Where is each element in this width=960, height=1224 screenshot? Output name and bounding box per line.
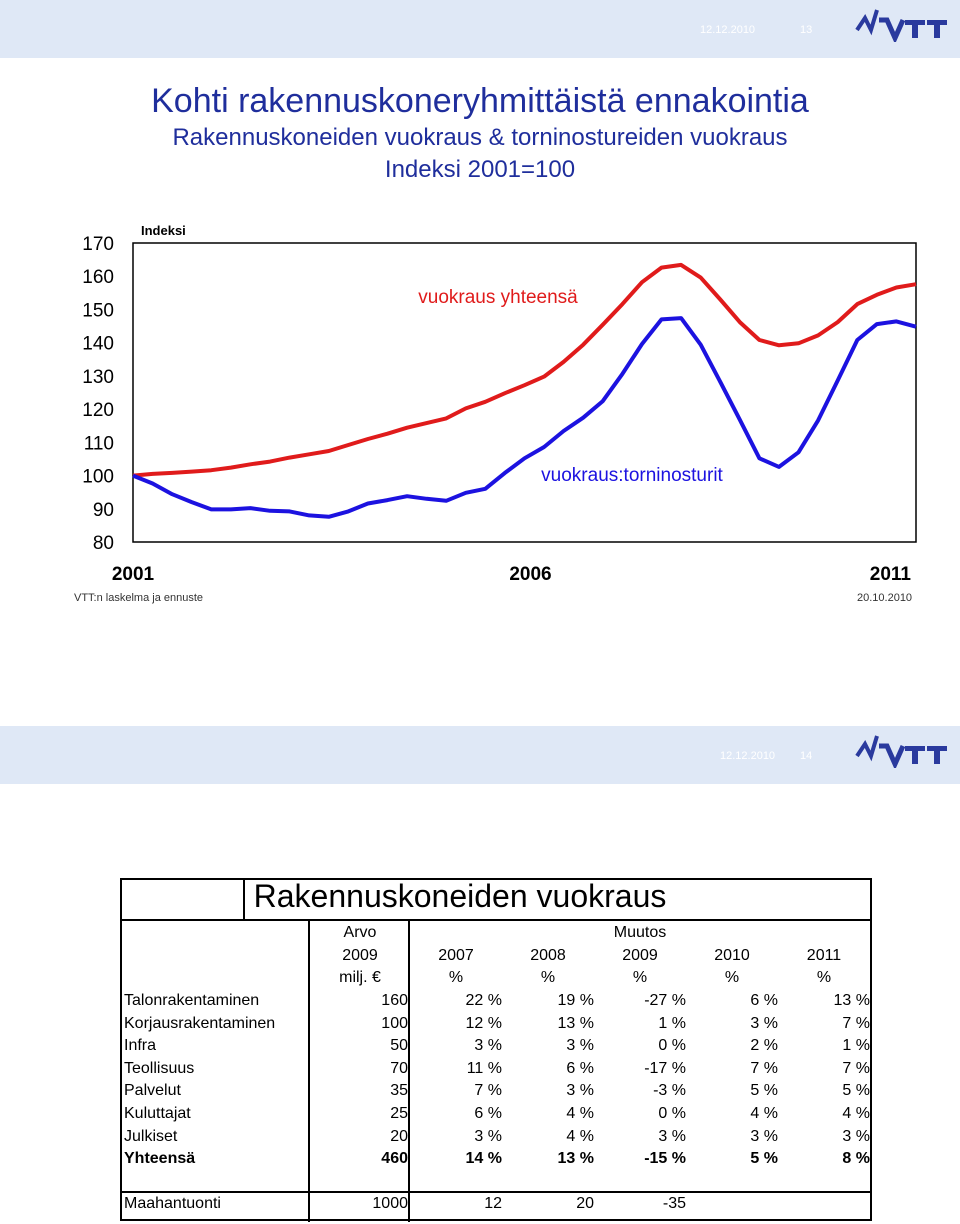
head-unit: % — [540, 969, 556, 987]
row-change — [686, 1193, 778, 1216]
head-unit: % — [448, 969, 464, 987]
slide2-date: 12.12.2010 — [720, 750, 776, 762]
row-label: Korjausrakentaminen — [124, 1014, 276, 1032]
row-change: 1 % — [842, 1037, 870, 1055]
row-change: 4 % — [842, 1105, 870, 1123]
row-change: 3 % — [566, 1082, 594, 1100]
table-row — [122, 1125, 870, 1148]
row-change — [778, 1193, 870, 1216]
table-row — [122, 1103, 870, 1126]
row-change: 14 % — [465, 1150, 502, 1168]
row-change: 7 % — [474, 1082, 502, 1100]
y-tick-label: 100 — [82, 466, 114, 488]
x-tick-label: 2011 — [869, 564, 911, 585]
row-value: 25 — [390, 1105, 408, 1123]
y-tick-label: 150 — [82, 300, 114, 322]
row-change: 4 % — [566, 1105, 594, 1123]
row-change: 13 % — [833, 992, 870, 1010]
table-row-import — [122, 1193, 870, 1216]
slide1-index-note: Indeksi 2001=100 — [384, 156, 576, 183]
row-label: Talonrakentaminen — [124, 992, 260, 1010]
row-change: 11 % — [466, 1059, 502, 1077]
head-year: 2009 — [622, 946, 658, 964]
row-change: 3 % — [566, 1037, 594, 1055]
series-label: vuokraus:torninosturit — [541, 465, 723, 486]
row-change: -3 % — [653, 1082, 686, 1100]
row-change: 5 % — [750, 1082, 778, 1100]
row-value: 20 — [390, 1127, 408, 1145]
row-change: 5 % — [842, 1082, 870, 1100]
rental-table — [122, 922, 870, 1215]
row-change: 6 % — [566, 1059, 594, 1077]
head-unit: % — [816, 969, 832, 987]
row-change: 5 % — [750, 1150, 778, 1168]
head-unit: % — [724, 969, 740, 987]
head-muutos: Muutos — [613, 924, 667, 942]
row-value: 160 — [381, 992, 408, 1010]
slide2-page-number: 14 — [800, 750, 813, 762]
row-change: -35 — [662, 1194, 686, 1212]
row-change: 0 % — [658, 1037, 686, 1055]
row-value: 35 — [390, 1082, 408, 1100]
row-change: 3 % — [658, 1127, 686, 1145]
table-title: Rakennuskoneiden vuokraus — [253, 878, 667, 914]
y-tick-label: 140 — [82, 333, 114, 355]
row-label: Julkiset — [124, 1127, 178, 1145]
row-label: Kuluttajat — [124, 1105, 191, 1123]
row-change: 13 % — [557, 1150, 594, 1168]
row-value: 50 — [390, 1037, 408, 1055]
row-label: Teollisuus — [124, 1059, 195, 1077]
head-year: 2009 — [342, 946, 378, 964]
table-row — [122, 990, 870, 1013]
y-axis-label: Indeksi — [141, 223, 186, 238]
row-change: 22 % — [465, 992, 502, 1010]
row-change: -17 % — [644, 1059, 686, 1077]
row-change: 20 — [576, 1194, 594, 1212]
row-change: 7 % — [750, 1059, 778, 1077]
row-label: Infra — [124, 1037, 157, 1055]
y-tick-label: 120 — [82, 400, 114, 422]
row-change: 19 % — [557, 992, 594, 1010]
row-change: 4 % — [750, 1105, 778, 1123]
row-change: 3 % — [474, 1127, 502, 1145]
row-change: 0 % — [658, 1105, 686, 1123]
x-tick-label: 2006 — [509, 564, 552, 585]
row-change: -15 % — [644, 1150, 686, 1168]
row-change: 2 % — [750, 1037, 778, 1055]
row-value: 100 — [381, 1014, 408, 1032]
y-tick-label: 160 — [82, 267, 114, 289]
head-unit: % — [632, 969, 648, 987]
row-change: 6 % — [750, 992, 778, 1010]
head-year: 2007 — [438, 946, 474, 964]
row-change: 12 % — [465, 1014, 502, 1032]
head-year: 2011 — [806, 946, 842, 964]
table-row — [122, 1058, 870, 1081]
slide1-title: Kohti rakennuskoneryhmittäistä ennakointia — [151, 82, 809, 120]
y-tick-label: 80 — [92, 533, 114, 554]
row-value: 460 — [381, 1150, 408, 1168]
row-change: 6 % — [474, 1105, 502, 1123]
row-value: 70 — [390, 1059, 408, 1077]
table-row — [122, 1080, 870, 1103]
head-arvo: Arvo — [343, 924, 377, 942]
row-change: 7 % — [842, 1059, 870, 1077]
y-tick-label: 170 — [82, 234, 114, 255]
row-change: 4 % — [566, 1127, 594, 1145]
table-row — [122, 1012, 870, 1035]
table-row — [122, 1035, 870, 1058]
row-label: Maahantuonti — [124, 1194, 221, 1212]
row-change: 7 % — [842, 1014, 870, 1032]
row-change: 3 % — [474, 1037, 502, 1055]
slide1-subtitle: Rakennuskoneiden vuokraus & torninostureiden vuokraus — [172, 124, 788, 151]
slide1-page-number: 13 — [800, 24, 813, 36]
head-year: 2010 — [714, 946, 750, 964]
row-label: Yhteensä — [124, 1150, 196, 1168]
y-tick-label: 130 — [82, 366, 114, 388]
series-label: vuokraus yhteensä — [418, 287, 578, 308]
row-change: 1 % — [658, 1014, 686, 1032]
table-row-total — [122, 1148, 870, 1171]
spacer-row — [122, 1171, 870, 1193]
row-change: 8 % — [842, 1150, 870, 1168]
row-change: 12 — [484, 1194, 502, 1212]
slide1-date: 12.12.2010 — [700, 24, 756, 36]
row-change: 3 % — [842, 1127, 870, 1145]
head-unit: milj. € — [339, 969, 381, 987]
row-change: -27 % — [644, 992, 686, 1010]
row-label: Palvelut — [124, 1082, 181, 1100]
source-note: VTT:n laskelma ja ennuste — [74, 592, 204, 604]
y-tick-label: 110 — [83, 433, 114, 455]
y-tick-label: 90 — [92, 499, 114, 521]
x-tick-label: 2001 — [111, 564, 155, 585]
row-change: 3 % — [750, 1127, 778, 1145]
source-date: 20.10.2010 — [857, 592, 913, 604]
head-year: 2008 — [530, 946, 566, 964]
row-value: 1000 — [372, 1194, 408, 1212]
row-change: 13 % — [557, 1014, 594, 1032]
row-change: 3 % — [750, 1014, 778, 1032]
